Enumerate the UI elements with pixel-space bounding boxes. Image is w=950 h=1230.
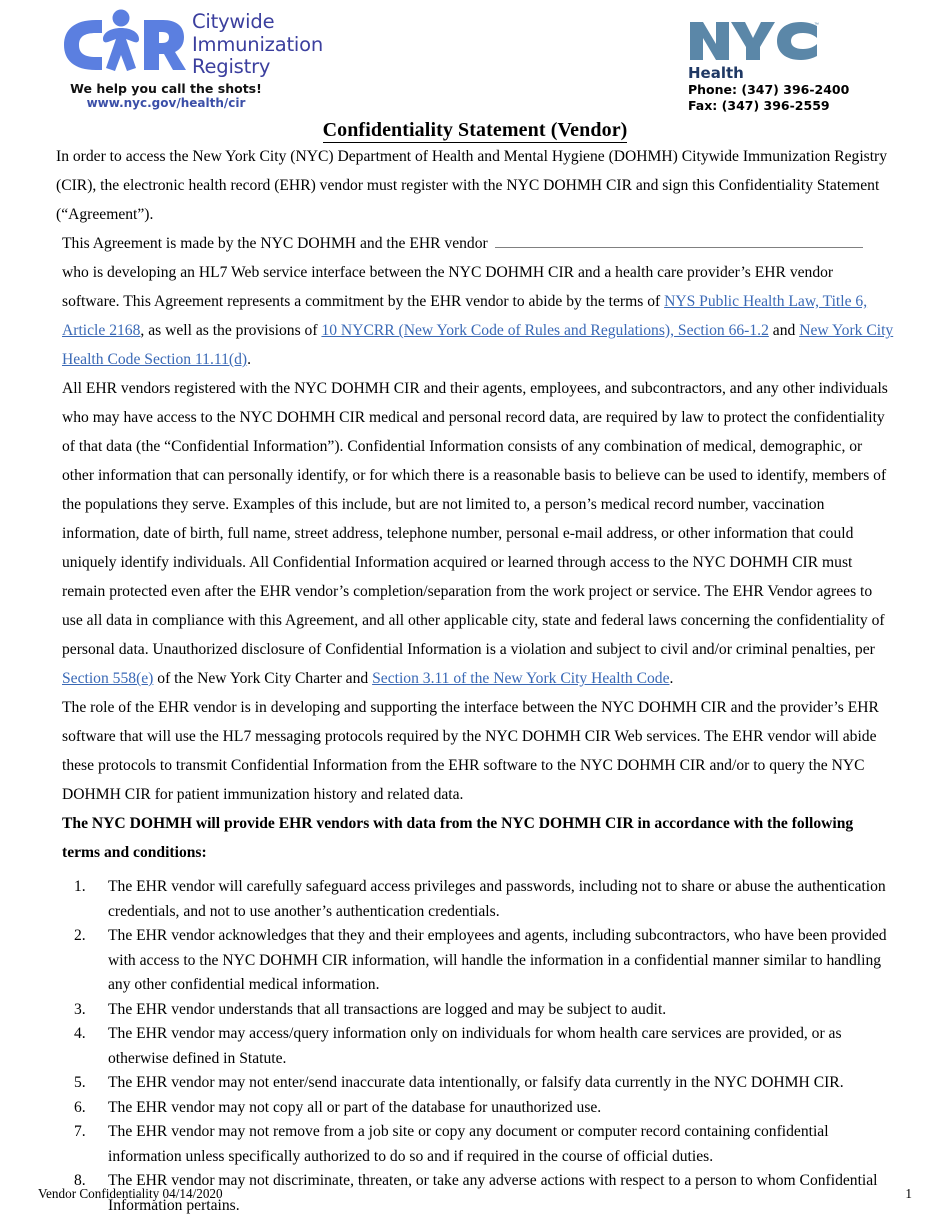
all-vendors-text-part-3: . xyxy=(669,670,674,687)
list-item xyxy=(56,924,894,998)
paragraph-terms-heading: The NYC DOHMH will provide EHR vendors with data from the NYC DOHMH CIR in accordance with the following terms and conditions: xyxy=(62,815,854,861)
list-item xyxy=(56,1022,894,1071)
list-item-number: 1. xyxy=(74,878,86,895)
cir-wordmark-icon xyxy=(58,8,186,80)
nyc-agency-name: Health xyxy=(688,64,744,82)
list-item-text: The EHR vendor understands that all transactions are logged and may be subject to audit. xyxy=(108,1000,667,1018)
list-item-text: The EHR vendor may not copy all or part of the database for unauthorized use. xyxy=(108,1098,602,1116)
paragraph-agreement xyxy=(56,229,894,374)
list-item-text: The EHR vendor may not remove from a job site or copy any document or computer record containing confidential information unless specifically authorized to do so and if required in the course of official duties. xyxy=(108,1123,829,1165)
terms-and-conditions-list xyxy=(56,875,894,1218)
document-header xyxy=(0,0,950,112)
list-item-number: 7. xyxy=(74,1123,86,1140)
cir-org-name-line-3: Registry xyxy=(192,55,271,78)
list-item-text: The EHR vendor acknowledges that they and their employees and agents, including subcontractors, who have been provided with access to the NYC DOHMH CIR information, will handle the information in a confidential manner similar to handling any other confidential medical information. xyxy=(108,927,887,993)
list-item-number: 3. xyxy=(74,1000,86,1018)
agreement-text-part-3: , as well as the provisions of xyxy=(140,322,322,339)
paragraph-intro: In order to access the New York City (NYC) Department of Health and Mental Hygiene (DOHMH) Citywide Immunization Registry (CIR), the electronic health record (EHR) vendor must register with the NYC DOHMH CIR and sign this Confidentiality Statement (“Agreement”). xyxy=(56,148,888,223)
nyc-phone: Phone: (347) 396-2400 xyxy=(688,82,850,97)
list-item-text: The EHR vendor may access/query information only on individuals for whom health care services are provided, or as otherwise defined in Statute. xyxy=(108,1025,842,1067)
vendor-name-blank-field[interactable] xyxy=(495,232,863,248)
list-item-text: The EHR vendor will carefully safeguard access privileges and passwords, including not to share or abuse the authentication credentials, and not to use another’s authentication credentials. xyxy=(108,878,886,920)
link-nys-public-health-law[interactable]: NYS Public Health Law, Title 6, Article 2168 xyxy=(62,293,868,339)
footer-page-number: 1 xyxy=(905,1186,912,1201)
list-item xyxy=(56,1120,894,1169)
agreement-text-part-1: This Agreement is made by the NYC DOHMH and the EHR vendor xyxy=(62,235,492,252)
list-item-number: 8. xyxy=(74,1172,86,1189)
all-vendors-text-part-2: of the New York City Charter and xyxy=(153,670,373,687)
cir-org-name xyxy=(192,8,323,79)
link-nyc-health-code-section-11-11-d[interactable]: New York City Health Code Section 11.11(d) xyxy=(62,322,894,368)
cir-tagline: We help you call the shots! xyxy=(70,81,262,96)
agreement-text-part-2: who is developing an HL7 Web service interface between the NYC DOHMH CIR and a health care provider’s EHR vendor software. This Agreement represents a commitment by the EHR vendor to abide by the terms of xyxy=(62,264,834,310)
all-vendors-text-part-1: All EHR vendors registered with the NYC DOHMH CIR and their agents, employees, and subcontractors, and any other individuals who may have access to the NYC DOHMH CIR medical and personal record data, are required by law to protect the confidentiality of that data (the “Confidential Information”). Confidential Information consists of any combination of medical, demographic, or other information that can personally identify, or for which there is a reasonable basis to believe can be used to identify, members of the populations they serve. Examples of this include, but are not limited to, a person’s medical record number, vaccination information, date of birth, full name, street address, telephone number, personal e-mail address, or other information that could uniquely identify individuals. All Confidential Information acquired or learned through access to the NYC DOHMH CIR must remain protected even after the EHR vendor’s completion/separation from the work project or service. The EHR Vendor agrees to use all data in compliance with this Agreement, and all other applicable city, state and federal laws concerning the confidentiality of personal data. Unauthorized disclosure of Confidential Information is a violation and subject to civil and/or criminal penalties, per xyxy=(62,380,888,658)
list-item xyxy=(56,875,894,924)
cir-logo-mark-row xyxy=(58,8,388,80)
agreement-text-part-5: . xyxy=(247,351,251,368)
link-section-3-11-nyc-health-code[interactable]: Section 3.11 of the New York City Health Code xyxy=(372,670,670,687)
list-item-text: The EHR vendor may not discriminate, threaten, or take any adverse actions with respect to a person to whom Confidential Information pertains. xyxy=(108,1172,878,1214)
page-title-text: Confidentiality Statement (Vendor) xyxy=(322,119,628,141)
cir-org-name-line-1: Citywide xyxy=(192,10,275,33)
nyc-fax: Fax: (347) 396-2559 xyxy=(688,98,830,113)
link-10-nycrr-section-66-1-2[interactable]: 10 NYCRR (New York Code of Rules and Regulations), Section 66-1.2 xyxy=(321,322,769,339)
link-section-558e[interactable]: Section 558(e) xyxy=(62,670,154,687)
list-item-number: 4. xyxy=(74,1025,86,1042)
list-item-number: 5. xyxy=(74,1074,86,1091)
document-footer xyxy=(38,1186,912,1202)
agreement-text-part-4: and xyxy=(768,322,800,339)
list-item xyxy=(56,1096,894,1121)
list-item-number: 2. xyxy=(74,927,86,944)
list-item xyxy=(56,1071,894,1096)
paragraph-all-vendors xyxy=(56,374,894,693)
list-item xyxy=(56,998,894,1023)
list-item-number: 6. xyxy=(74,1098,86,1116)
document-body xyxy=(0,142,950,1218)
paragraph-vendor-role: The role of the EHR vendor is in developing and supporting the interface between the NYC DOHMH CIR and the provider’s EHR software that will use the HL7 messaging protocols required by the NYC DOHMH CIR Web services. The EHR vendor will abide these protocols to transmit Confidential Information from the EHR software to the NYC DOHMH CIR and/or to query the NYC DOHMH CIR for patient immunization history and related data. xyxy=(62,699,879,803)
nyc-health-logo xyxy=(688,18,858,114)
cir-logo xyxy=(58,8,388,111)
footer-document-label: Vendor Confidentiality 04/14/2020 xyxy=(38,1186,223,1201)
svg-text:™: ™ xyxy=(814,22,819,28)
cir-website-url[interactable]: www.nyc.gov/health/cir xyxy=(86,96,246,110)
list-item-text: The EHR vendor may not enter/send inaccurate data intentionally, or falsify data currently in the NYC DOHMH CIR. xyxy=(108,1074,844,1091)
cir-org-name-line-2: Immunization xyxy=(192,32,324,56)
page-title xyxy=(0,118,950,142)
nyc-wordmark-icon xyxy=(688,18,820,64)
